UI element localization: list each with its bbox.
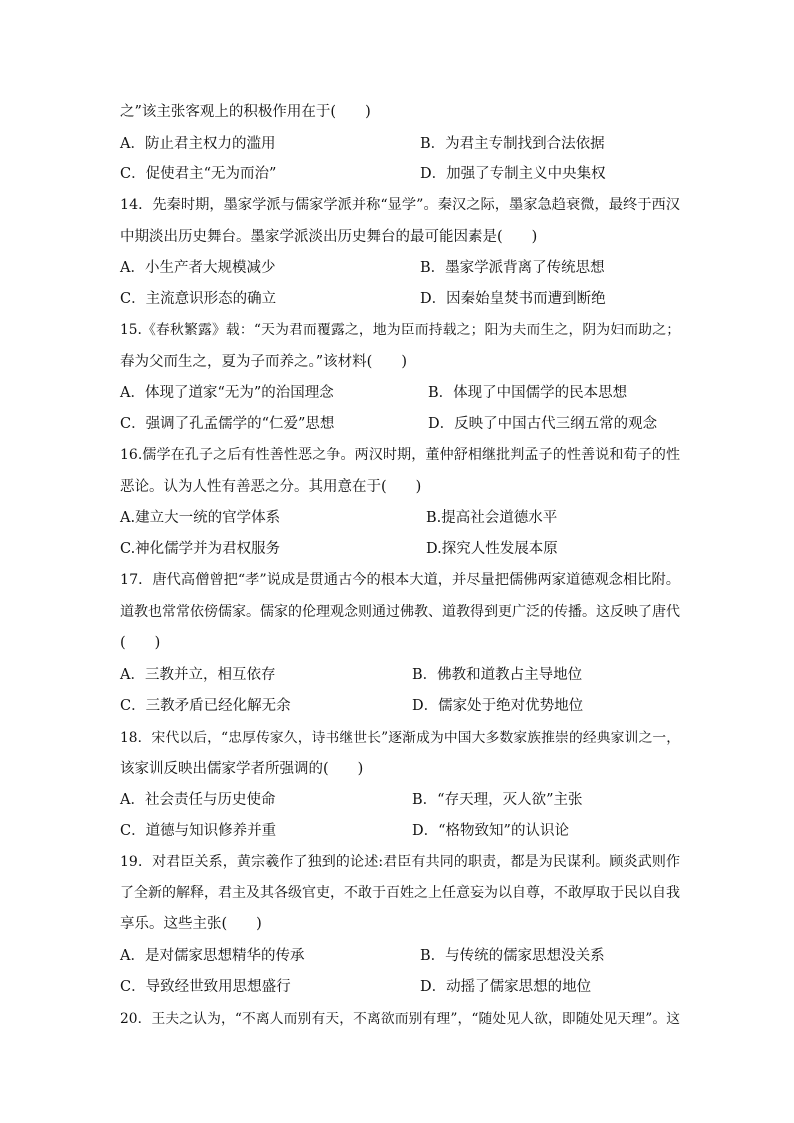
q15-option-c[interactable]: C．强调了孔孟儒学的“仁爱”思想 [120,416,335,432]
q18-option-a[interactable]: A．社会责任与历史使命 [120,792,276,808]
q13-stem-line-1: 之”该主张客观上的积极作用在于( ) [120,104,371,120]
q19-option-c[interactable]: C．导致经世致用思想盛行 [120,979,291,995]
q17-option-a[interactable]: A．三教并立，相互依存 [120,667,276,683]
q16-stem-line-2: 恶论。认为人性有善恶之分。其用意在于( ) [120,479,422,495]
q19-stem-line-3: 享乐。这些主张( ) [120,916,262,932]
q13-option-c[interactable]: C．促使君主“无为而治” [120,166,277,182]
q16-stem-line-1: 16.儒学在孔子之后有性善性恶之争。两汉时期，董仲舒相继批判孟子的性善说和荀子的性 [120,447,680,463]
q14-option-c[interactable]: C．主流意识形态的确立 [120,291,277,307]
q14-option-b[interactable]: B．墨家学派背离了传统思想 [420,260,605,276]
q19-stem-line-1: 19．对君臣关系，黄宗羲作了独到的论述:君臣有共同的职责，都是为民谋利。顾炎武则作 [120,854,680,870]
q19-option-b[interactable]: B．与传统的儒家思想没关系 [420,948,605,964]
q15-option-a[interactable]: A．体现了道家“无为”的治国理念 [120,385,334,401]
q16-option-b[interactable]: B.提高社会道德水平 [426,510,558,526]
q17-option-d[interactable]: D．儒家处于绝对优势地位 [412,698,584,714]
q13-option-b[interactable]: B．为君主专制找到合法依据 [420,136,605,152]
q16-option-d[interactable]: D.探究人性发展本原 [426,541,558,557]
q17-stem-line-2: 道教也常常依傍儒家。儒家的伦理观念则通过佛教、道教得到更广泛的传播。这反映了唐代 [120,604,680,620]
q18-option-d[interactable]: D．“格物致知”的认识论 [412,823,569,839]
q14-option-a[interactable]: A．小生产者大规模减少 [120,260,276,276]
q18-stem-line-1: 18．宋代以后，“忠厚传家久，诗书继世长”逐渐成为中国大多数家族推崇的经典家训之一， [120,730,680,746]
q20-stem-line-1: 20．王夫之认为，“不离人而别有天，不离欲而别有理”，“随处见人欲，即随处见天理”。这 [120,1011,680,1027]
q15-stem-line-2: 春为父而生之，夏为子而养之。”该材料( ) [120,354,407,370]
q18-option-b[interactable]: B．“存天理，灭人欲”主张 [412,792,583,808]
q19-option-d[interactable]: D．动摇了儒家思想的地位 [420,979,592,995]
q15-stem-line-1: 15.《春秋繁露》载：“天为君而覆露之，地为臣而持载之；阳为夫而生之，阴为妇而助之； [120,322,680,338]
q19-stem-line-2: 了全新的解释，君主及其各级官吏，不敢于百姓之上任意妄为以自尊，不敢厚取于民以自我 [120,885,680,901]
q14-stem-line-2: 中期淡出历史舞台。墨家学派淡出历史舞台的最可能因素是( ) [120,229,538,245]
q15-option-b[interactable]: B．体现了中国儒学的民本思想 [428,385,628,401]
q16-option-c[interactable]: C.神化儒学并为君权服务 [120,541,281,557]
q15-option-d[interactable]: D．反映了中国古代三纲五常的观念 [428,416,658,432]
q17-option-b[interactable]: B．佛教和道教占主导地位 [412,667,583,683]
q19-option-a[interactable]: A．是对儒家思想精华的传承 [120,948,305,964]
q18-option-c[interactable]: C．道德与知识修养并重 [120,823,277,839]
q17-stem-line-1: 17．唐代高僧曾把“孝”说成是贯通古今的根本大道，并尽量把儒佛两家道德观念相比附。 [120,572,680,588]
q17-stem-line-3: ( ) [120,635,161,651]
q14-option-d[interactable]: D．因秦始皇焚书而遭到断绝 [420,291,606,307]
q13-option-d[interactable]: D．加强了专制主义中央集权 [420,166,606,182]
q14-stem-line-1: 14．先秦时期，墨家学派与儒家学派并称“显学”。秦汉之际，墨家急趋衰微，最终于西汉 [120,197,680,213]
q17-option-c[interactable]: C．三教矛盾已经化解无余 [120,698,291,714]
q16-option-a[interactable]: A.建立大一统的官学体系 [120,510,281,526]
q18-stem-line-2: 该家训反映出儒家学者所强调的( ) [120,761,364,777]
q13-option-a[interactable]: A．防止君主权力的滥用 [120,136,276,152]
